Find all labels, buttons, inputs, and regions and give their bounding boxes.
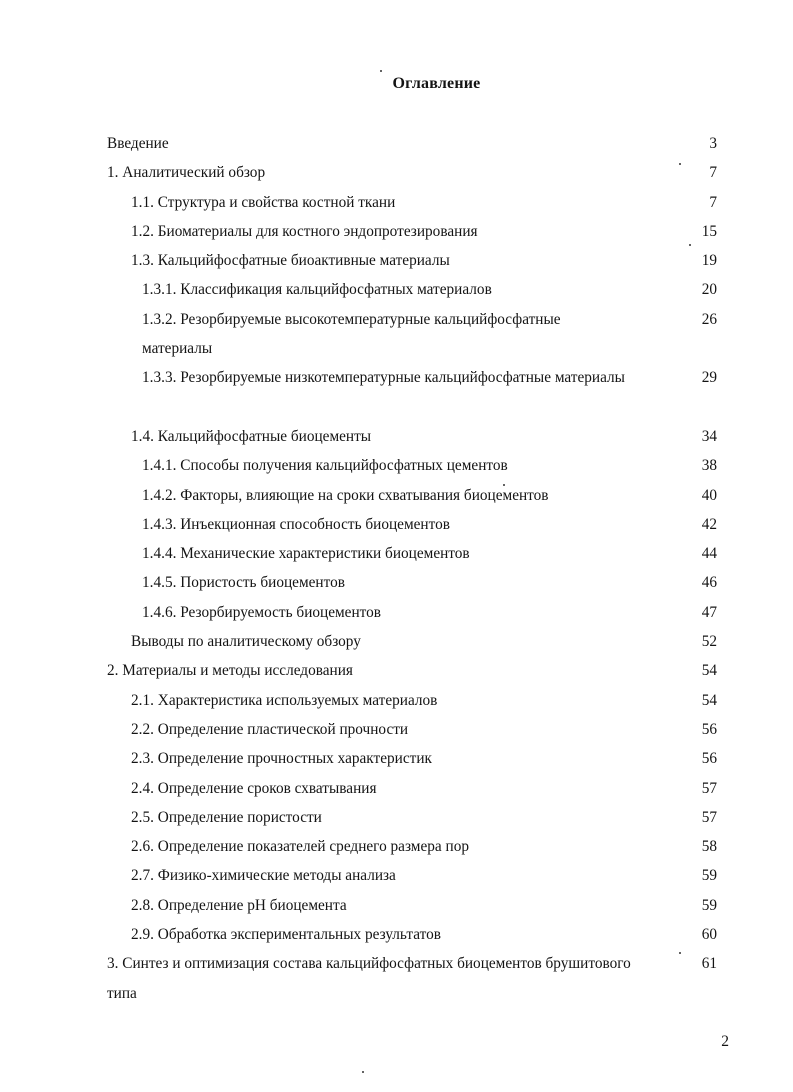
toc-entry-title: Введение xyxy=(107,135,169,152)
table-of-contents xyxy=(0,129,793,1008)
toc-entry xyxy=(0,686,793,715)
toc-entry xyxy=(0,803,793,832)
toc-entry xyxy=(0,158,793,187)
toc-entry-title: 1.4.1. Способы получения кальцийфосфатных цементов xyxy=(142,457,508,475)
toc-entry-page: 44 xyxy=(701,545,717,563)
toc-entry-page: 42 xyxy=(701,515,717,533)
toc-entry xyxy=(0,275,793,304)
toc-entry xyxy=(0,774,793,803)
toc-entry-page: 60 xyxy=(701,926,717,944)
toc-entry xyxy=(0,539,793,568)
toc-entry-title: 1. Аналитический обзор xyxy=(107,164,266,182)
toc-entry-title: 1.4.4. Механические характеристики биоцементов xyxy=(142,545,470,563)
toc-entry xyxy=(0,656,793,685)
toc-entry-page: 58 xyxy=(701,838,717,856)
toc-entry-page: 57 xyxy=(701,808,717,826)
toc-entry-page: 57 xyxy=(701,779,717,797)
toc-entry-page: 54 xyxy=(701,662,717,680)
toc-entry-title: 1.3.2. Резорбируемые высокотемпературные кальцийфосфатные материалы xyxy=(142,310,561,358)
toc-entry-title: 2.4. Определение сроков схватывания xyxy=(131,779,377,797)
toc-entry-page: 38 xyxy=(701,457,717,475)
scan-speck xyxy=(679,952,681,954)
toc-entry-page: 20 xyxy=(701,281,717,299)
toc-entry xyxy=(0,920,793,949)
toc-entry-title: 2. Материалы и методы исследования xyxy=(107,662,353,680)
toc-entry-title: 2.1. Характеристика используемых материалов xyxy=(131,691,438,709)
toc-entry-page: 56 xyxy=(701,720,717,738)
toc-entry xyxy=(0,451,793,480)
toc-entry-page: 40 xyxy=(701,486,717,504)
toc-entry-title: Выводы по аналитическому обзору xyxy=(131,633,361,651)
toc-entry-page: 19 xyxy=(701,252,717,270)
toc-entry-page: 26 xyxy=(701,310,717,328)
toc-entry xyxy=(0,715,793,744)
toc-entry-title: 1.3. Кальцийфосфатные биоактивные материалы xyxy=(131,252,450,270)
toc-entry xyxy=(0,744,793,773)
toc-entry xyxy=(0,188,793,217)
toc-entry xyxy=(0,305,793,364)
toc-entry-page: 34 xyxy=(701,427,717,445)
toc-entry-title: 1.4.3. Инъекционная способность биоцементов xyxy=(142,515,450,533)
toc-entry-title: 1.4.2. Факторы, влияющие на сроки схватывания биоцементов xyxy=(142,486,549,504)
scan-speck xyxy=(679,163,681,165)
toc-entry-title: 2.7. Физико-химические методы анализа xyxy=(131,867,396,885)
toc-entry-page: 7 xyxy=(709,193,717,211)
toc-entry-page: 7 xyxy=(709,164,717,182)
scan-speck xyxy=(380,70,382,72)
toc-entry-page: 54 xyxy=(701,691,717,709)
toc-entry xyxy=(0,217,793,246)
toc-entry-page: 15 xyxy=(701,222,717,240)
toc-entry xyxy=(0,891,793,920)
toc-entry xyxy=(0,598,793,627)
toc-entry xyxy=(0,568,793,597)
toc-entry-page: 61 xyxy=(701,955,717,973)
toc-entry-title: 2.2. Определение пластической прочности xyxy=(131,720,409,738)
toc-entry-title: 2.9. Обработка экспериментальных результатов xyxy=(131,926,441,944)
toc-entry-page: 3 xyxy=(709,135,717,152)
toc-entry-title: 3. Синтез и оптимизация состава кальцийфосфатных биоцементов брушитового типа xyxy=(107,955,631,1002)
toc-entry-title: 2.6. Определение показателей среднего размера пор xyxy=(131,838,470,856)
toc-entry-page: 29 xyxy=(701,369,717,387)
toc-entry xyxy=(0,510,793,539)
toc-entry-page: 46 xyxy=(701,574,717,592)
page-title: Оглавление xyxy=(392,75,481,92)
toc-entry xyxy=(0,832,793,861)
toc-entry xyxy=(0,363,793,422)
toc-entry-title: 1.2. Биоматериалы для костного эндопротезирования xyxy=(131,222,478,240)
toc-entry-title: 1.4. Кальцийфосфатные биоцементы xyxy=(131,427,372,445)
toc-entry-title: 2.8. Определение рН биоцемента xyxy=(131,896,347,914)
toc-entry xyxy=(0,129,793,158)
toc-entry-title: 2.3. Определение прочностных характеристик xyxy=(131,750,432,768)
toc-entry-title: 1.3.3. Резорбируемые низкотемпературные кальцийфосфатные материалы xyxy=(142,369,625,387)
toc-entry-title: 2.5. Определение пористости xyxy=(131,808,322,826)
toc-entry-page: 59 xyxy=(701,896,717,914)
toc-entry xyxy=(0,861,793,890)
toc-entry xyxy=(0,949,793,1008)
toc-entry xyxy=(0,246,793,275)
toc-entry-title: 1.4.6. Резорбируемость биоцементов xyxy=(142,603,382,621)
scan-speck xyxy=(362,1071,364,1073)
toc-entry-title: 1.3.1. Классификация кальцийфосфатных материалов xyxy=(142,281,492,299)
toc-entry-page: 52 xyxy=(701,633,717,651)
toc-entry-page: 47 xyxy=(701,603,717,621)
toc-entry xyxy=(0,627,793,656)
toc-entry-title: 1.1. Структура и свойства костной ткани xyxy=(131,193,396,211)
toc-entry-page: 56 xyxy=(701,750,717,768)
page-number: 2 xyxy=(721,1033,729,1050)
toc-entry-page: 59 xyxy=(701,867,717,885)
toc-entry-title: 1.4.5. Пористость биоцементов xyxy=(142,574,345,592)
scan-speck xyxy=(689,244,691,246)
toc-entry xyxy=(0,481,793,510)
toc-entry xyxy=(0,422,793,451)
scan-speck xyxy=(503,484,505,486)
